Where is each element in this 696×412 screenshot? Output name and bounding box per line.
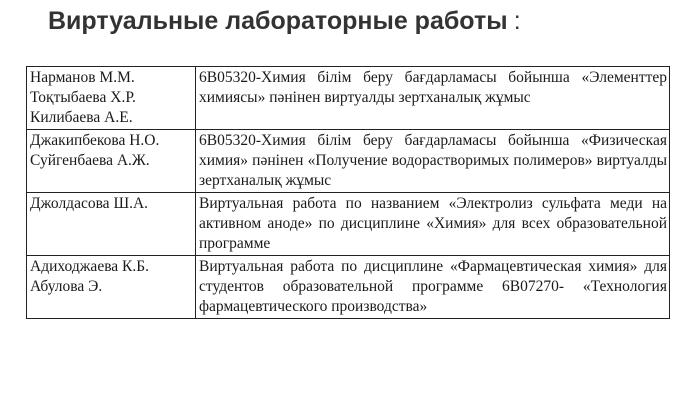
authors-cell — [27, 130, 196, 193]
description-cell: Виртуальная работа по названием «Электролиз сульфата меди на активном аноде» по дисциплине «Химия» для всех образовательной программе — [196, 193, 670, 256]
author-name: Суйгенбаева А.Ж. — [30, 152, 150, 169]
author-name: Адиходжаева К.Б. — [30, 258, 150, 275]
description-cell: 6В05320-Химия білім беру бағдарламасы бойынша «Физическая химия» пәнінен «Получение водорастворимых полимеров» виртуалды зертханалық жұмыс — [196, 130, 670, 193]
page-title: Виртуальные лабораторные работы — [48, 7, 508, 35]
authors-cell — [27, 256, 196, 319]
table-row — [27, 193, 670, 256]
description-cell: Виртуальная работа по дисциплине «Фармацевтическая химия» для студентов образовательной программе 6В07270- «Технология фармацевтического производства» — [196, 256, 670, 319]
author-name: Килибаева А.Е. — [30, 109, 133, 126]
lab-works-table — [26, 66, 670, 319]
title-colon: : — [513, 7, 521, 35]
author-name: Нарманов М.М. — [30, 69, 135, 86]
author-name: Тоқтыбаева Х.Р. — [30, 89, 136, 106]
author-name: Абулова Э. — [30, 278, 103, 295]
page-heading — [48, 6, 521, 37]
description-cell: 6В05320-Химия білім беру бағдарламасы бойынша «Элементтер химиясы» пәнінен виртуалды зертханалық жұмыс — [196, 67, 670, 130]
author-name: Джакипбекова Н.О. — [30, 132, 160, 149]
authors-cell — [27, 67, 196, 130]
authors-cell — [27, 193, 196, 256]
author-name: Джолдасова Ш.А. — [30, 195, 149, 212]
table-row — [27, 67, 670, 130]
table-row — [27, 256, 670, 319]
table-row — [27, 130, 670, 193]
